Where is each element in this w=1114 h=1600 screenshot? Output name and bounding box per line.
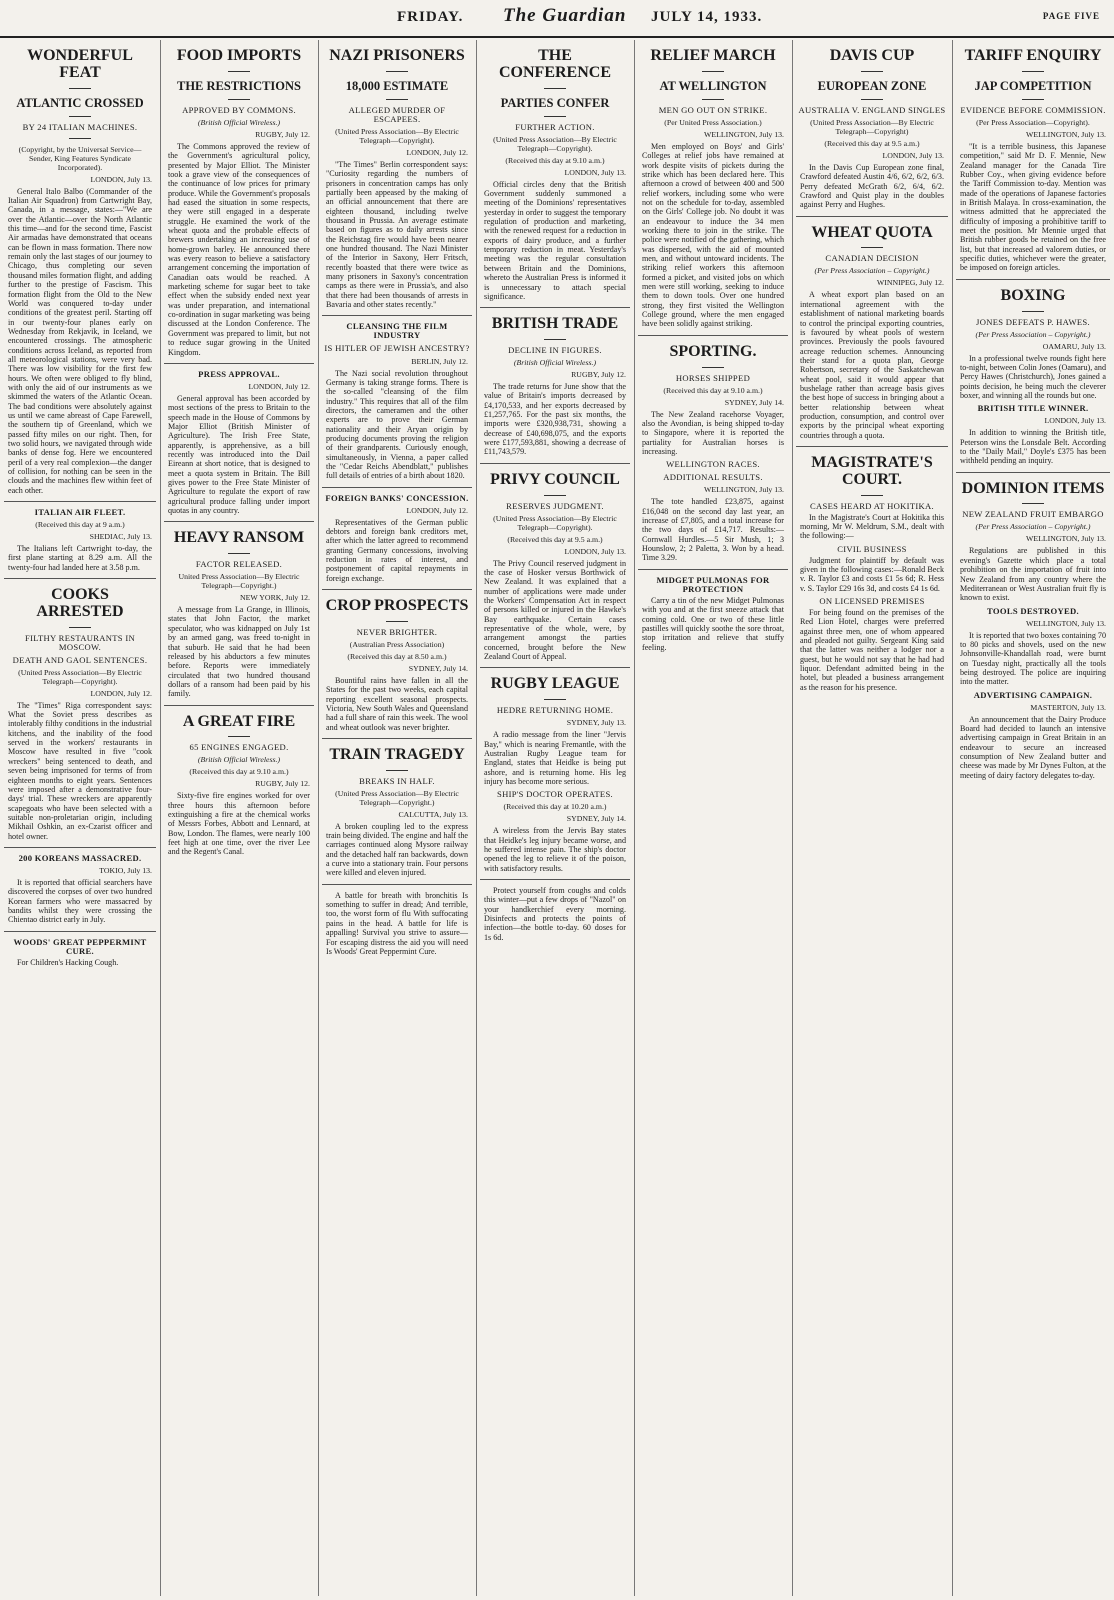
deck: DEATH AND GAOL SENTENCES. (12, 654, 148, 665)
subheadline: BREAKS IN HALF. (359, 775, 435, 786)
article-train-tragedy (322, 747, 472, 878)
column-2 (164, 40, 314, 1598)
dateline: LONDON, July 13. (90, 174, 152, 184)
headline: CROP PROSPECTS (325, 597, 469, 615)
divider (544, 699, 566, 700)
received-line: (Received this day at 9.10 a.m.) (505, 155, 605, 165)
masthead-day: FRIDAY. (397, 9, 464, 25)
advert-body: Carry a tin of the new Midget Pulmonas with you and at the first sneeze attack that coming cold. One or two of these little pastilles will quickly soothe the sore throat, stop irritation and relieve that stuffy feeling. (642, 595, 784, 652)
article-relief-march (638, 48, 788, 329)
article-koreans (4, 854, 156, 925)
divider (4, 501, 156, 502)
headline: ITALIAN AIR FLEET. (34, 507, 126, 518)
article-cooks-arrested (4, 587, 156, 841)
subheadline: AT WELLINGTON (659, 78, 767, 93)
article-body: Regulations are published in this evening's Gazette which place a total prohibition on the importation of fruit into New Zealand from any country where the Mediterranean or West Australian fruit fly is known to exist. (960, 546, 1106, 603)
received-line: (Received this day at 10.20 a.m.) (503, 802, 607, 812)
divider (164, 521, 314, 522)
article-magistrates-court (796, 455, 948, 692)
received-line: (Received this day at 8.50 a.m.) (347, 651, 447, 661)
subheadline: WELLINGTON RACES. (666, 459, 760, 470)
subheadline: 18,000 ESTIMATE (345, 78, 449, 93)
column-rule (634, 40, 635, 1596)
subheadline: CANADIAN DECISION (825, 253, 919, 264)
headline: THE CONFERENCE (498, 47, 611, 81)
column-rule (318, 40, 319, 1596)
dateline: LONDON, July 12. (406, 505, 468, 515)
article-nazi-prisoners (322, 48, 472, 309)
column-rule (160, 40, 161, 1596)
divider (861, 495, 883, 496)
headline: MIDGET PULMONAS FOR PROTECTION (656, 574, 770, 594)
headline: HEAVY RANSOM (173, 529, 305, 547)
advert-body: A battle for breath with bronchitis Is something to suffer in dread; And terrible, too, the worst form of flu With suffocating pains in the head. A battle for life is appalling! Survival you strive to assure— For escaping distress the aid you will need Is Woods' Great Peppermint Cure. (326, 890, 468, 956)
advert-body: For Children's Hacking Cough. (17, 957, 119, 967)
received-line: (Received this day at 9.5 a.m.) (824, 138, 920, 148)
divider (480, 307, 630, 308)
article-tariff-enquiry (956, 48, 1110, 273)
received-line: (Received this day at 9 a.m.) (35, 520, 125, 530)
dateline: LONDON, July 12. (248, 381, 310, 391)
divider (386, 71, 408, 72)
divider (322, 738, 472, 739)
divider (702, 99, 724, 100)
article-body: An announcement that the Dairy Produce Board had decided to launch an intensive advertising campaign in Great Britain in an endeavour to secure an increased consumption of New Zealand butter and cheese was made by Mr Dynes Fulton, at the meeting of dairy factory delegates to-day. (960, 714, 1106, 780)
divider (544, 495, 566, 496)
dateline: RUGBY, July 12. (255, 129, 310, 139)
subheadline: BRITISH TITLE WINNER. (977, 403, 1089, 414)
divider (638, 569, 788, 570)
divider (956, 472, 1110, 473)
divider (544, 116, 566, 117)
divider (956, 279, 1110, 280)
divider (702, 71, 724, 72)
dateline: LONDON, July 13. (564, 546, 626, 556)
headline: CLEANSING THE FILM INDUSTRY (346, 321, 448, 341)
deck: EVIDENCE BEFORE COMMISSION. (960, 104, 1106, 115)
article-body: Judgment for plaintiff by default was given in the following cases:—Ronald Beck v. R. Taylor £3 and costs £1 5s 6d; R. Hess v. S. Taylor £29 16s 3d, and costs £4 1s 6d. (800, 555, 944, 593)
deck: FURTHER ACTION. (515, 121, 595, 132)
dateline: OAMARU, July 13. (1042, 341, 1106, 351)
subheadline: RESERVES JUDGMENT. (506, 500, 604, 511)
article-body: The New Zealand racehorse Voyager, also the Avondian, is being shipped to-day to Singapore, where it is reported the partiality for Australian horses is increasing. (642, 409, 784, 456)
column-7 (956, 40, 1110, 1598)
headline: TARIFF ENQUIRY (964, 47, 1102, 64)
article-boxing (956, 288, 1110, 466)
article-body: The tote handled £23,875, against £16,048 on the second day last year, an increase of £7,805, and a total increase for the two days of £14,717. Results:— Cornwall Hurdles.—5 Sir Mush, 1; 3 Hounslow, 2; 2 Paletta, 3. Won by a head. Time 3.29. (642, 497, 784, 563)
article-foreign-banks (322, 494, 472, 583)
subheadline: HEDRE RETURNING HOME. (496, 705, 614, 716)
article-body: Sixty-five fire engines worked for over three hours this afternoon before extinguishing a fire at the chemical works of Messrs Forbes, Abbott and Lennard, at Bow, London. The flames, were nearly 100 feet high at one time, over the river Lee and the Regent's Canal. (168, 791, 310, 857)
subheadline: JONES DEFEATS P. HAWES. (976, 316, 1090, 327)
credit-line: (Copyright, by the Universal Service—Sender, King Features Syndicate Incorporated). (18, 144, 142, 172)
credit-line: (Per Press Association – Copyright.) (975, 522, 1091, 532)
column-rule (792, 40, 793, 1596)
dateline: CALCUTTA, July 13. (398, 809, 468, 819)
article-body: In the Magistrate's Court at Hokitika this morning, Mr W. Meldrum, S.M., dealt with the following:— (800, 512, 944, 541)
subheadline: 65 ENGINES ENGAGED. (189, 742, 289, 753)
divider (4, 847, 156, 848)
headline: DAVIS CUP (829, 47, 915, 64)
headline: WOODS' GREAT PEPPERMINT CURE. (13, 936, 147, 956)
credit-line: United Press Association—By Electric Telegraph—Copyright.) (178, 572, 300, 591)
article-the-conference (480, 48, 630, 301)
article-body: Representatives of the German public debtors and foreign bank creditors met, after which the latter agreed to recommend granting Germany concessions, involving reduction in rates of interest, and postponement of capital repayments in foreign exchange. (326, 517, 468, 583)
divider (164, 705, 314, 706)
subheadline: ADDITIONAL RESULTS. (663, 472, 763, 483)
headline: BOXING (1000, 286, 1066, 304)
dateline: WINNIPEG, July 12. (876, 278, 944, 288)
divider (322, 589, 472, 590)
article-body: In addition to winning the British title, Peterson wins the Lonsdale Belt. According to the "Daily Mail," Doyle's £375 has been withheld pending an inquiry. (960, 428, 1106, 466)
article-body: The Nazi social revolution throughout Germany is taking strange forms. There is the so-called "cleansing of the film industry." This requires that all of the film directors, the cameramen and the other experts are to prove their German nationality and their Aryan origin by producing documents proving the religion of their grandparents. Curiously enough, simultaneously, in Vienna, a paper called the "Cedar Reichs Abendblatt," publishes full details of entries of a birth about 1820. (326, 368, 468, 481)
article-crop-prospects (322, 598, 472, 732)
article-body: The trade returns for June show that the value of Britain's imports decreased by £4,170,533, and her exports decreased by £1,257,765. For the past six months, the imports were £320,938,731, showing a decrease of £40,698,075, and the exports were £177,593,881, showing a decrease of £11,743,579. (484, 382, 626, 457)
headline: FOREIGN BANKS' CONCESSION. (325, 492, 469, 503)
deck: APPROVED BY COMMONS. (182, 104, 296, 115)
divider (69, 88, 91, 89)
subheadline: JAP COMPETITION (974, 78, 1092, 93)
subheadline: THE RESTRICTIONS (177, 78, 301, 93)
dateline: TOKIO, July 13. (99, 865, 152, 875)
advert-midget-pulmonas (638, 576, 788, 652)
dateline: SYDNEY, July 14. (724, 397, 784, 407)
dateline: SYDNEY, July 13. (566, 718, 626, 728)
subheadline: ATLANTIC CROSSED (16, 95, 144, 110)
article-body: The Commons approved the review of the Government's agricultural policy, presented by Major Elliot. The Minister took a grave view of the consequences of the continuance of low prices for primary produce. While the Government's proposals had eased the situation in some respects, they were still engaged in a desperate struggle. He examined the work of the wheat quota and the probable effects of brewers undertaking an increasing use of home-grown barley. He announced there was every reason to believe a satisfactory arrangement concerning the importation of Canadian oats would be reached. A marketing scheme for sugar beet to take effect when the subsidy ended next year was under preparation, and international co-ordination in sugar marketing was being discussed at the London Conference. The Government was prepared to limit, but not to reduce sugar growing in the United Kingdom. (168, 141, 310, 357)
divider (796, 446, 948, 447)
article-body: The Italians left Cartwright to-day, the first plane starting at 8.29 a.m. All the twenty-four had landed here at 3.58 p.m. (8, 544, 152, 572)
article-film-industry (322, 322, 472, 480)
dateline: BERLIN, July 12. (411, 356, 468, 366)
received-line: (Received this day at 9.5 a.m.) (507, 534, 603, 544)
divider (1022, 99, 1044, 100)
credit-line: (United Press Association—By Electric Telegraph—Copyright) (810, 117, 934, 136)
divider (322, 487, 472, 488)
headline: SPORTING. (669, 342, 757, 360)
article-heavy-ransom (164, 530, 314, 698)
dateline: WELLINGTON, July 13. (1026, 129, 1106, 139)
divider (1022, 311, 1044, 312)
dateline: RUGBY, July 12. (255, 779, 310, 789)
subheadline: NEVER BRIGHTER. (356, 626, 438, 637)
column-rule (476, 40, 477, 1596)
article-body: It is reported that two boxes containing 70 to 80 picks and shovels, used on the new Johnsonville-Khandallah road, were burnt on Tuesday night, practically all the tools being destroyed. The police are inquiring into the matter. (960, 630, 1106, 687)
subheadline: PARTIES CONFER (500, 95, 610, 110)
deck: MEN GO OUT ON STRIKE. (658, 104, 768, 115)
divider (386, 770, 408, 771)
article-body: A message from La Grange, in Illinois, states that John Factor, the market speculator, who was kidnapped on July 1st by an armed gang, was freed to-night in that suburb. He said that he had been released by his abductors a few minutes before. Reports were immediately circulated that two hundred thousand dollars of a ransom had been paid by his family. (168, 605, 310, 699)
divider (544, 339, 566, 340)
credit-line: (Per United Press Association.) (664, 117, 762, 127)
divider (861, 99, 883, 100)
received-line: (Received this day at 9.10 a.m.) (189, 767, 289, 777)
subheadline: EUROPEAN ZONE (817, 78, 927, 93)
column-4 (480, 40, 630, 1598)
article-body: A radio message from the liner "Jervis Bay," which is nearing Fremantle, with the Australian Rugby League team for England, states that Heidke is being put ashore, and is returning home. His leg injury has become more serious. (484, 730, 626, 786)
article-dominion-items (956, 481, 1110, 780)
article-body: Men employed on Boys' and Girls' Colleges at relief jobs have remained at work despite visits of pickets during the strike which has been declared here. This afternoon a crowd of between 400 and 500 relief workers, including some who were not on the schedule for to-day, assembled on the Girls' College job. No doubt it was an endeavour to induce the 34 men working there to join in the strike. The police were notified of the gathering, which was dispersed, with the aid of mounted men, and without untoward incidents. The striking relief workers this afternoon formed a picket, and visited jobs on which men were still working, seeking to induce them to down tools. Over one hundred strong, they first visited the Wellington College ground, where the men engaged have been solidly against striking. (642, 141, 784, 329)
received-line: (Received this day at 9.10 a.m.) (663, 385, 763, 395)
masthead-date: JULY 14, 1933. (651, 9, 763, 25)
headline: MAGISTRATE'S COURT. (811, 453, 933, 488)
subheadline: TOOLS DESTROYED. (986, 605, 1080, 616)
article-food-imports (164, 48, 314, 357)
divider (69, 116, 91, 117)
article-body: A broken coupling led to the express train being divided. The engine and half the carriages continued along Mysore railway and the detached half ran backwards, down a curve into a stationary train. Four persons were killed and eleven injured. (326, 821, 468, 878)
divider (796, 216, 948, 217)
headline: RELIEF MARCH (650, 47, 776, 64)
article-press-approval (164, 370, 314, 515)
headline: WONDERFUL FEAT (27, 47, 133, 81)
credit-line: (British Official Wireless.) (197, 755, 281, 765)
columns (0, 40, 1114, 1600)
column-rule (952, 40, 953, 1596)
credit-line: (British Official Wireless.) (197, 117, 281, 127)
subheadline: CIVIL BUSINESS (837, 543, 907, 554)
subheadline: DECLINE IN FIGURES. (508, 345, 602, 355)
article-sporting (638, 344, 788, 563)
dateline: NEW YORK, July 12. (240, 593, 310, 603)
headline: PRIVY COUNCIL (490, 470, 620, 488)
subheadline: SHIP'S DOCTOR OPERATES. (497, 789, 613, 800)
divider (228, 99, 250, 100)
credit-line: (United Press Association—By Electric Telegraph—Copyright). (493, 513, 617, 532)
article-privy-council (480, 472, 630, 662)
article-body: The Privy Council reserved judgment in the case of Hosker versus Borthwick of New Zealand. It was explained that a number of applications were made under the Workers' Compensation Act in respect of persons killed or injured in the Hawke's Bay earthquake. Certain cases representative of the whole, were, by arrangement amongst the parties concerned, brought before the New Zealand Court of Appeal. (484, 558, 626, 662)
article-rugby-league (480, 676, 630, 873)
credit-line: (Per Press Association – Copyright.) (975, 329, 1091, 339)
divider (164, 363, 314, 364)
dateline: WELLINGTON, July 13. (704, 129, 784, 139)
subheadline: FACTOR RELEASED. (195, 559, 283, 570)
article-body: For being found on the premises of the Red Lion Hotel, charges were preferred against three men, one of whom appeared and pleaded not guilty. Sergeant King said that the latter was neither a lodger nor a guest, but he would not say that he had had liquor. Defendant admitted being in the hotel, but pleaded a business arrangement as the reason for his presence. (800, 608, 944, 692)
deck: BY 24 ITALIAN MACHINES. (22, 121, 138, 132)
subheadline: NEW ZEALAND FRUIT EMBARGO (962, 509, 1104, 520)
dateline: LONDON, July 12. (90, 688, 152, 698)
dateline: RUGBY, July 12. (571, 370, 626, 380)
subheadline: FILTHY RESTAURANTS IN MOSCOW. (24, 632, 135, 652)
divider (638, 335, 788, 336)
credit-line: (Per Press Association – Copyright.) (814, 266, 930, 276)
divider (228, 553, 250, 554)
dateline: LONDON, July 12. (406, 147, 468, 157)
headline: DOMINION ITEMS (961, 479, 1105, 497)
article-british-trade (480, 316, 630, 457)
dateline: WELLINGTON, July 13. (704, 485, 784, 495)
headline: 200 KOREANS MASSACRED. (18, 852, 142, 863)
divider (861, 247, 883, 248)
article-body: In the Davis Cup European zone final, Crawford defeated Austin 4/6, 6/2, 6/2, 6/3. Perry defeated McGrath 6/2, 6/4, 6/2. Crawford and Quist play in the doubles against Perry and Hughes. (800, 162, 944, 210)
article-body: "The Times" Berlin correspondent says: "Curiosity regarding the numbers of prisoners in concentration camps has only partially been appeased by the making of an official announcement that there are eighteen thousand, including twelve thousand in Prussia. An average estimate based on figures as to daily arrests since the Reichstag fire would have been nearer one hundred thousand. The Nazi Minister of the Interior in Saxony, Herr Fritsch, recently boasted that there were twice as many prisoners in Saxony's concentration camps as there were in Prussia's, and also that there had been thousands of arrests in Bavaria and other states recently." (326, 159, 468, 310)
headline: RUGBY LEAGUE (490, 675, 620, 693)
credit-line: (British Official Wireless.) (513, 358, 597, 368)
advert-body: Protect yourself from coughs and colds this winter—put a few drops of "Nazol" on your handkerchief every morning. Disinfects and protects the points of infection—the bottle to-day. 60 doses for 1s 6d. (484, 885, 626, 942)
column-1 (4, 40, 156, 1598)
subheadline: ON LICENSED PREMISES (819, 596, 925, 606)
divider (861, 71, 883, 72)
headline: BRITISH TRADE (491, 315, 619, 333)
article-body: General Italo Balbo (Commander of the Italian Air Squadron) from Cartwright Bay, Canada, in a message, states:—"We are over the Atlantic—over the North Atlantic this time—and for the second time, Fascist Air armadas have demonstrated that oceans can be flown in mass formation. There now remain only the last stages of our journey to Chicago, thus completing our seven thousand miles formation flight, and adding further to the prestige of Fascism. This formation flight from the Old to the New World was conquered to-day under conditions of the greatest peril. Starting off in our twenty-four planes early on Wednesday from Rekjavik, in Iceland, we encountered crossings. The atmospheric conditions across Iceland, as reported from all meteorological stations, were very bad. There was low visibility for the first few hours. We often were obliged to fly blind, with only the aid of our instruments as we skimmed the waters of the Atlantic Ocean. The bad conditions were absolutely against us until we came abreast of Cape Farewell, the southern tip of Greenland, which we passed fifty miles on our right. Then, for two solid hours, we navigated through wide banks of dense fog. Here we encountered peril of a very real complexion—the danger of collision, for nothing can be seen in the clouds and the machines flew within feet of each other. (8, 186, 152, 495)
divider (228, 736, 250, 737)
subheadline: IS HITLER OF JEWISH ANCESTRY? (324, 343, 470, 354)
masthead (0, 0, 1114, 38)
dateline: SYDNEY, July 14. (566, 814, 626, 824)
divider (228, 71, 250, 72)
masthead-page: PAGE FIVE (1042, 11, 1100, 21)
divider (480, 879, 630, 880)
article-body: "It is a terrible business, this Japanese competition," said Mr D. F. Mennie, New Zealand manager for the Canada Tire Rubber Coy., when giving evidence before the Tariff Commission to-day. Mention was made of the operations of Japanese factories in British Malaya. In cross-examination, the witness admitted that he appreciated the difficulty of imposing a prohibitive tariff to meet the position. Mr Mennie urged that British rubber goods be retained on the free list, but that increased ad valorem duties, or specific duties, whichever were the greater, be imposed on foreign articles. (960, 141, 1106, 273)
dateline: LONDON, July 13. (1044, 416, 1106, 426)
article-air-fleet (4, 508, 156, 572)
deck: AUSTRALIA V. ENGLAND SINGLES (798, 104, 946, 115)
divider (702, 367, 724, 368)
article-body: Bountiful rains have fallen in all the States for the past two weeks, each capital reporting excellent seasonal prospects. Victoria, New South Wales and Queensland had a full share of rain this week. The wool and wheat outlook was never brighter. (326, 675, 468, 732)
subheadline: CASES HEARD AT HOKITIKA. (809, 500, 935, 511)
article-body: General approval has been accorded by most sections of the press to Britain to the speech made in the House of Commons by Major Elliot (British Minister of Agriculture). The Irish Free State, apparently, is apprehensive, as a bill recently was introduced into the Dail Eireann at short notice, that is designed to meet a quota system in Britain. The Bill gives power to the Free State Minister of Agriculture to regulate the export of raw agricultural produce falling under import quotas in any country. (168, 393, 310, 515)
headline: TRAIN TRAGEDY (329, 745, 465, 763)
divider (480, 463, 630, 464)
headline: A GREAT FIRE (182, 712, 296, 730)
credit-line: (United Press Association—By Electric Telegraph—Copyright). (335, 126, 459, 145)
divider (480, 667, 630, 668)
dateline: WELLINGTON, July 13. (1026, 618, 1106, 628)
column-6 (796, 40, 948, 1598)
dateline: LONDON, July 13. (564, 167, 626, 177)
divider (544, 88, 566, 89)
masthead-title: The Guardian (503, 5, 627, 26)
divider (4, 578, 156, 579)
deck: ALLEGED MURDER OF ESCAPEES. (348, 104, 446, 124)
headline: NAZI PRISONERS (329, 47, 465, 64)
divider (322, 315, 472, 316)
article-body: A wireless from the Jervis Bay states that Heidke's leg injury became worse, and he suffered intense pain. The ship's doctor opened the leg to relieve it of the poison, with satisfactory results. (484, 826, 626, 873)
subheadline: ADVERTISING CAMPAIGN. (973, 689, 1093, 700)
subheadline: HORSES SHIPPED (675, 372, 751, 383)
credit-line: (Australian Press Association) (349, 639, 445, 649)
divider (1022, 503, 1044, 504)
dateline: MASTERTON, July 13. (1030, 702, 1106, 712)
dateline: LONDON, July 13. (882, 150, 944, 160)
headline: WHEAT QUOTA (811, 223, 933, 241)
divider (322, 884, 472, 885)
article-body: The "Times" Riga correspondent says: What the Soviet press describes as intolerably filthy conditions in the industrial kitchens, and the inability of the food served in the workers' restaurants in Moscow have resulted in five "cook wreckers" being sentenced to death, and seven being imprisoned for terms of from eighteen months to eight years. Sentences were imposed after a demonstrative four-days' trial. These wreckers are apparently scapegoats who have been selected with a suitable non-proletarian origin, including Mikhail Oshkin, an ex-Czarist officer and hotel owner. (8, 700, 152, 841)
column-5 (638, 40, 788, 1598)
article-body: It is reported that official searchers have discovered the corpses of over two hundred Korean farmers who were massacred by bandits whilst they were crossing the Chientao district early in July. (8, 877, 152, 925)
article-body: A wheat export plan based on an international agreement with the establishment of national marketing boards to control the principal exporting countries, is favoured by wheat pools of western provinces. Previously the pools favoured acreage reduction schemes. Announcing their stand for a quota plan, George Robertson, secretary of the Saskatchewan wheat pool, said it would appear that bushelage rather than acreage basis gives the best hope of success in bringing about a better relationship between wheat production, consumption, and control over exports by the principal wheat exporting countries through a quota. (800, 290, 944, 440)
column-3 (322, 40, 472, 1598)
article-wonderful-feat (4, 48, 156, 495)
headline: PRESS APPROVAL. (198, 368, 280, 379)
credit-line: (Per Press Association—Copyright). (976, 117, 1090, 127)
dateline: WELLINGTON, July 13. (1026, 534, 1106, 544)
headline: FOOD IMPORTS (176, 47, 302, 64)
advert-woods (4, 938, 156, 967)
divider (386, 621, 408, 622)
dateline: SYDNEY, July 14. (408, 663, 468, 673)
article-body: In a professional twelve rounds fight here to-night, between Colin Jones (Oamaru), and Percy Hawes (Christchurch), Jones gained a points decision, he being much the cleverer boxer, and winning all the rounds but one. (960, 353, 1106, 400)
divider (386, 99, 408, 100)
divider (4, 931, 156, 932)
credit-line: (United Press Association—By Electric Telegraph—Copyright). (493, 134, 617, 153)
credit-line: (United Press Association—By Electric Telegraph—Copyright.) (335, 788, 459, 807)
article-davis-cup (796, 48, 948, 210)
article-body: Official circles deny that the British Government suddenly summoned a meeting of the Dominions' representatives yesterday in order to suggest the temporary regulation of production and marketing, with the renewed request for a reduction in exports of dairy produce, and a further temporary reduction in meat. Yesterday's meeting was the regular consultation between Britain and the Dominions, whereto the Australian Press is informed it is unnecessary to attach special significance. (484, 179, 626, 301)
credit-line: (United Press Association—By Electric Telegraph—Copyright). (18, 667, 142, 686)
divider (69, 627, 91, 628)
headline: COOKS ARRESTED (36, 586, 124, 620)
divider (1022, 71, 1044, 72)
dateline: SHEDIAC, July 13. (89, 532, 152, 542)
article-great-fire (164, 714, 314, 857)
divider (69, 138, 91, 139)
article-wheat-quota (796, 225, 948, 440)
